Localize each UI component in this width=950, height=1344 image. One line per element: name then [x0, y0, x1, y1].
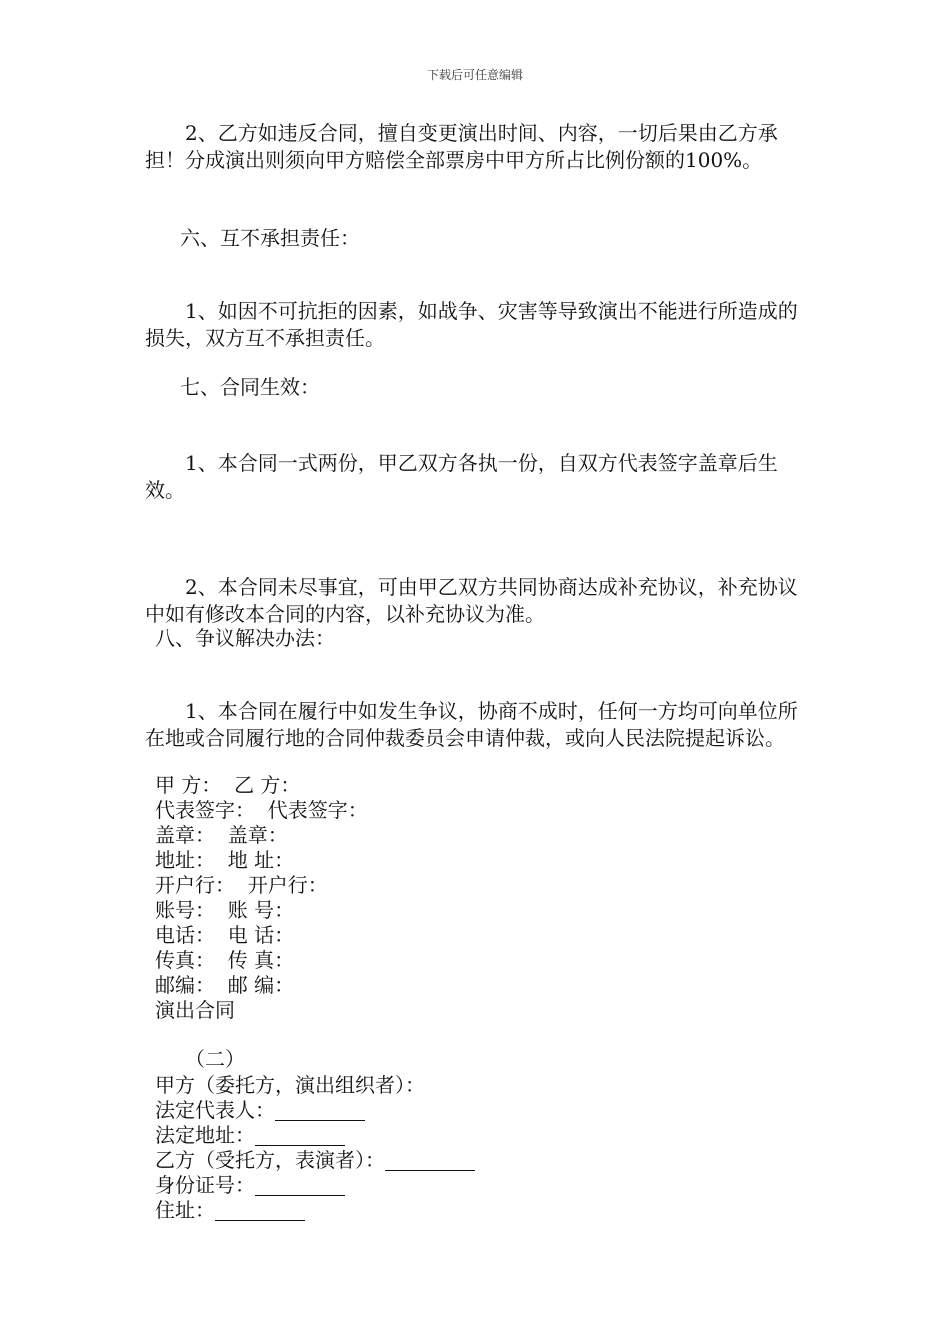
sign-line: 代表签字： 代表签字： [155, 798, 368, 822]
sign-line: 地址： 地 址： [155, 848, 295, 872]
contract-body [145, 120, 807, 174]
sign-line: 传真： 传 真： [155, 948, 295, 972]
address-field [155, 1198, 755, 1223]
sign-line: 账号： 账 号： [155, 898, 295, 922]
legal-rep-field [155, 1098, 755, 1123]
legal-addr-blank[interactable] [255, 1125, 345, 1146]
clause-5-2: 2、乙方如违反合同，擅自变更演出时间、内容，一切后果由乙方承担！分成演出则须向甲方赔偿全部票房中甲方所占比例份额的100%。 [145, 121, 778, 172]
page-header: 下载后可任意编辑 [426, 68, 523, 82]
legal-rep-blank[interactable] [275, 1100, 365, 1121]
address-blank[interactable] [215, 1200, 305, 1221]
clause-6-1: 1、如因不可抗拒的因素，如战争、灾害等导致演出不能进行所造成的损失，双方互不承担责任。 [145, 299, 798, 350]
clause-7-1: 1、本合同一式两份，甲乙双方各执一份，自双方代表签字盖章后生效。 [145, 451, 778, 502]
id-no-label: 身份证号： [155, 1173, 255, 1197]
signature-block [155, 773, 755, 1023]
party-b-field [155, 1148, 755, 1173]
sign-line: 盖章： 盖章： [155, 823, 288, 847]
sign-line: 邮编： 邮 编： [155, 973, 295, 997]
clause-7-2: 2、本合同未尽事宜，可由甲乙双方共同协商达成补充协议，补充协议中如有修改本合同的内容，以补充协议为准。 [145, 575, 798, 626]
contract-subtitle: （二） [185, 1047, 245, 1071]
section-7-heading: 七、合同生效： [180, 375, 320, 399]
contract-title: 演出合同 [155, 998, 235, 1022]
section-8-heading: 八、争议解决办法： [155, 626, 335, 650]
contract-2-fields [155, 1073, 755, 1223]
legal-addr-label: 法定地址： [155, 1123, 255, 1147]
id-no-blank[interactable] [255, 1175, 345, 1196]
sign-line: 开户行： 开户行： [155, 873, 328, 897]
address-label: 住址： [155, 1198, 215, 1222]
clause-8-1: 1、本合同在履行中如发生争议，协商不成时，任何一方均可向单位所在地或合同履行地的合同仲裁委员会申请仲裁，或向人民法院提起诉讼。 [145, 699, 798, 750]
party-a-heading: 甲方（委托方，演出组织者）： [155, 1073, 425, 1097]
sign-line: 甲 方： 乙 方： [155, 773, 301, 797]
sign-line: 电话： 电 话： [155, 923, 295, 947]
legal-addr-field [155, 1123, 755, 1148]
party-b-blank[interactable] [385, 1150, 475, 1171]
section-6-heading: 六、互不承担责任： [180, 226, 360, 250]
legal-rep-label: 法定代表人： [155, 1098, 275, 1122]
party-b-label: 乙方（受托方，表演者）： [155, 1148, 385, 1172]
id-no-field [155, 1173, 755, 1198]
